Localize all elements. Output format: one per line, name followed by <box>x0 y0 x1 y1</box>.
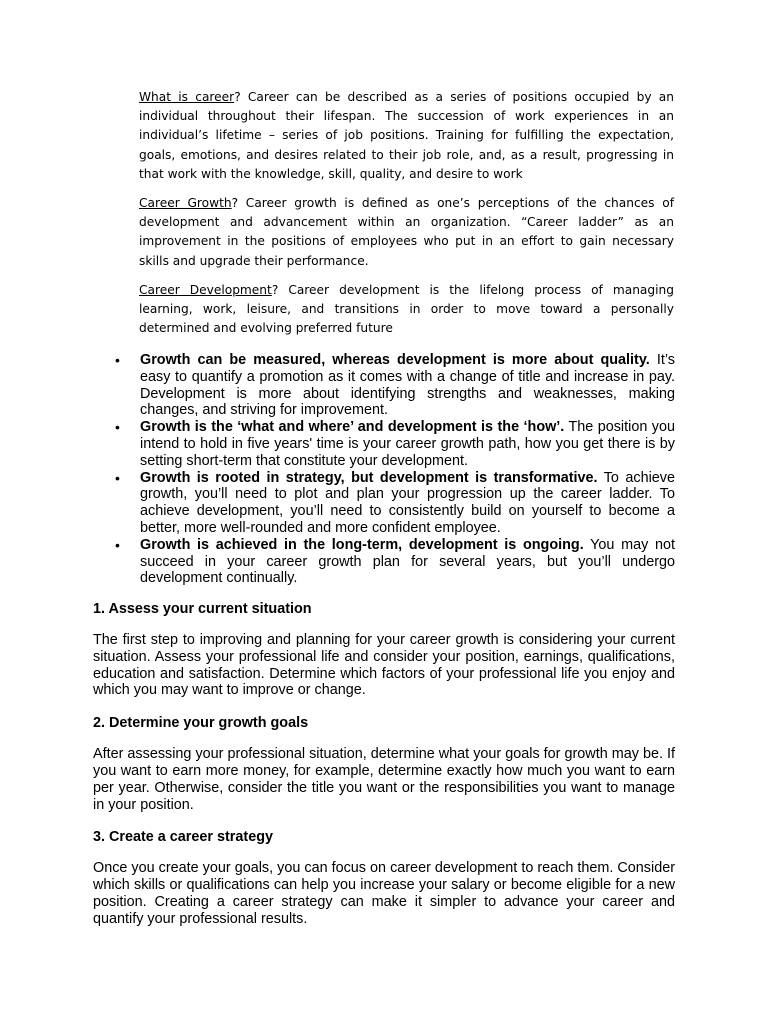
list-item-lead: Growth is rooted in strategy, but development is transformative. <box>140 469 598 486</box>
section-body: After assessing your professional situation, determine what your goals for growth may be. If you want to earn more money, for example, determine exactly how much you want to earn per year. Otherwise, consider the title you want or the responsibilities you want to manage in your position. <box>93 746 675 813</box>
growth-vs-development-list <box>112 352 675 587</box>
section-heading: 2. Determine your growth goals <box>93 715 309 732</box>
definition-term: What is career <box>139 90 235 104</box>
list-item <box>112 470 675 537</box>
definitions-block <box>139 88 674 348</box>
list-item <box>112 352 675 419</box>
list-item <box>112 537 675 587</box>
list-item <box>112 419 675 469</box>
list-item-lead: Growth is achieved in the long-term, development is ongoing. <box>140 536 584 553</box>
section-body: The first step to improving and planning for your career growth is considering your current situation. Assess your professional life and consider your position, earnings, qualifications, education and satisfaction. Determine which factors of your professional life you enjoy and which you may want to improve or change. <box>93 632 675 699</box>
definition-text: ? Career growth is defined as one’s perceptions of the chances of development and advancement within an organization. “Career ladder” as an improvement in the positions of employees who put in an effort to gain necessary skills and upgrade their performance. <box>139 196 675 268</box>
definition-text: ? Career can be described as a series of positions occupied by an individual throughout their lifespan. The succession of work experiences in an individual’s lifetime – series of job positions. Training for fulfilling the expectation, goals, emotions, and desires related to their job role, and, as a result, progressing in that work with the knowledge, skill, quality, and desire to work <box>139 90 674 181</box>
definition-paragraph <box>139 281 674 339</box>
definition-text: ? Career development is the lifelong process of managing learning, work, leisure, and transitions in order to move toward a personally determined and evolving preferred future <box>139 282 674 336</box>
bullet-icon: • <box>115 352 120 368</box>
definition-paragraph <box>139 194 674 271</box>
bullet-icon: • <box>115 469 120 486</box>
definition-term: Career Development <box>139 282 272 297</box>
list-item-text: To achieve growth, you’ll need to plot and plan your progression up the career ladder. To achieve development, you’ll need to consistently build on yourself to become a better, more well-rounded and more confident employee. <box>140 469 675 536</box>
bullet-icon: • <box>115 419 120 436</box>
section-body: Once you create your goals, you can focus on career development to reach them. Consider which skills or qualifications can help you increase your salary or become eligible for a new position. Creating a career strategy can make it simpler to advance your career and quantify your professional results. <box>93 860 675 927</box>
career-steps <box>93 600 675 943</box>
list-item-text: You may not succeed in your career growth plan for several years, but you’ll undergo development continually. <box>140 536 676 587</box>
list-item-lead: Growth can be measured, whereas development is more about quality. <box>140 352 650 368</box>
list-item-text: The position you intend to hold in five years' time is your career growth path, how you get there is by setting short-term that constitute your development. <box>140 419 675 469</box>
bullet-icon: • <box>115 536 120 553</box>
section-heading: 1. Assess your current situation <box>93 601 312 617</box>
list-item-lead: Growth is the ‘what and where’ and development is the ‘how’. <box>140 419 565 436</box>
definition-term: Career Growth <box>139 196 232 211</box>
list-item-text: It’s easy to quantify a promotion as it comes with a change of title and increase in pay. Development is more about identifying strengths and weaknesses, making changes, and striving for improvement. <box>140 352 675 419</box>
definition-paragraph <box>139 88 674 184</box>
section-heading: 3. Create a career strategy <box>93 829 273 846</box>
